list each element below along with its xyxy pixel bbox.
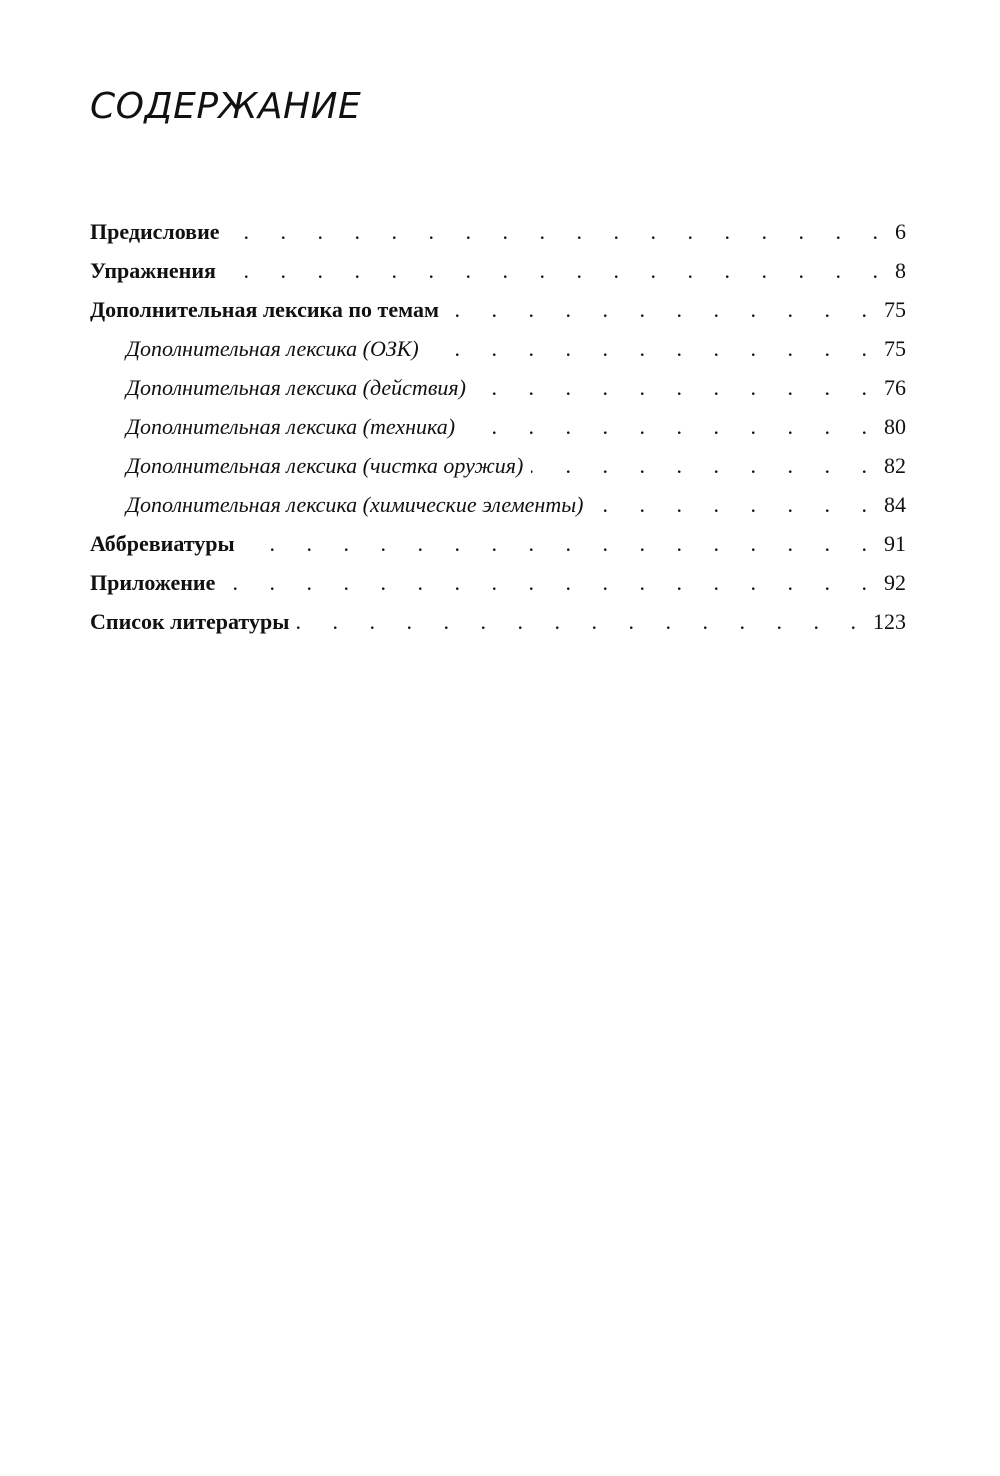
toc-entry-page-number: 76: [880, 375, 906, 405]
toc-subentry-actions[interactable]: [90, 366, 906, 405]
toc-entry-title: Дополнительная лексика (действия): [126, 375, 474, 405]
dot-leader: [463, 414, 880, 440]
toc-entry-title: Предисловие: [90, 219, 228, 249]
page-title: СОДЕРЖАНИЕ: [90, 86, 362, 127]
toc-entry-title: Дополнительная лексика (техника): [126, 414, 463, 444]
toc-entry-page-number: 123: [869, 609, 906, 639]
table-of-contents: [90, 210, 906, 639]
toc-entry-abbreviations[interactable]: [90, 522, 906, 561]
toc-entry-page-number: 75: [880, 297, 906, 327]
dot-leader: [591, 492, 880, 518]
toc-entry-page-number: 6: [891, 219, 906, 249]
toc-entry-title: Дополнительная лексика по темам: [90, 297, 447, 327]
dot-leader: [228, 219, 891, 245]
toc-entry-page-number: 84: [880, 492, 906, 522]
dot-leader: [223, 570, 880, 596]
toc-entry-title: Упражнения: [90, 258, 224, 288]
dot-leader: [447, 297, 880, 323]
toc-entry-page-number: 80: [880, 414, 906, 444]
dot-leader: [297, 609, 869, 635]
toc-entry-title: Дополнительная лексика (химические элементы): [126, 492, 591, 522]
toc-entry-page-number: 75: [880, 336, 906, 366]
dot-leader: [531, 453, 880, 479]
dot-leader: [224, 258, 891, 284]
dot-leader: [427, 336, 880, 362]
toc-entry-page-number: 91: [880, 531, 906, 561]
dot-leader: [474, 375, 880, 401]
toc-entry-additional-vocabulary[interactable]: [90, 288, 906, 327]
toc-entry-exercises[interactable]: [90, 249, 906, 288]
toc-entry-title: Дополнительная лексика (чистка оружия): [126, 453, 531, 483]
toc-entry-title: Список литературы: [90, 609, 297, 639]
toc-entry-page-number: 8: [891, 258, 906, 288]
dot-leader: [243, 531, 880, 557]
toc-subentry-equipment[interactable]: [90, 405, 906, 444]
toc-entry-appendix[interactable]: [90, 561, 906, 600]
toc-entry-bibliography[interactable]: [90, 600, 906, 639]
toc-entry-title: Приложение: [90, 570, 223, 600]
toc-subentry-weapon-cleaning[interactable]: [90, 444, 906, 483]
toc-entry-page-number: 92: [880, 570, 906, 600]
toc-subentry-ozk[interactable]: [90, 327, 906, 366]
toc-entry-preface[interactable]: [90, 210, 906, 249]
toc-subentry-chemical-elements[interactable]: [90, 483, 906, 522]
toc-entry-title: Дополнительная лексика (ОЗК): [126, 336, 427, 366]
toc-entry-title: Аббревиатуры: [90, 531, 243, 561]
toc-entry-page-number: 82: [880, 453, 906, 483]
